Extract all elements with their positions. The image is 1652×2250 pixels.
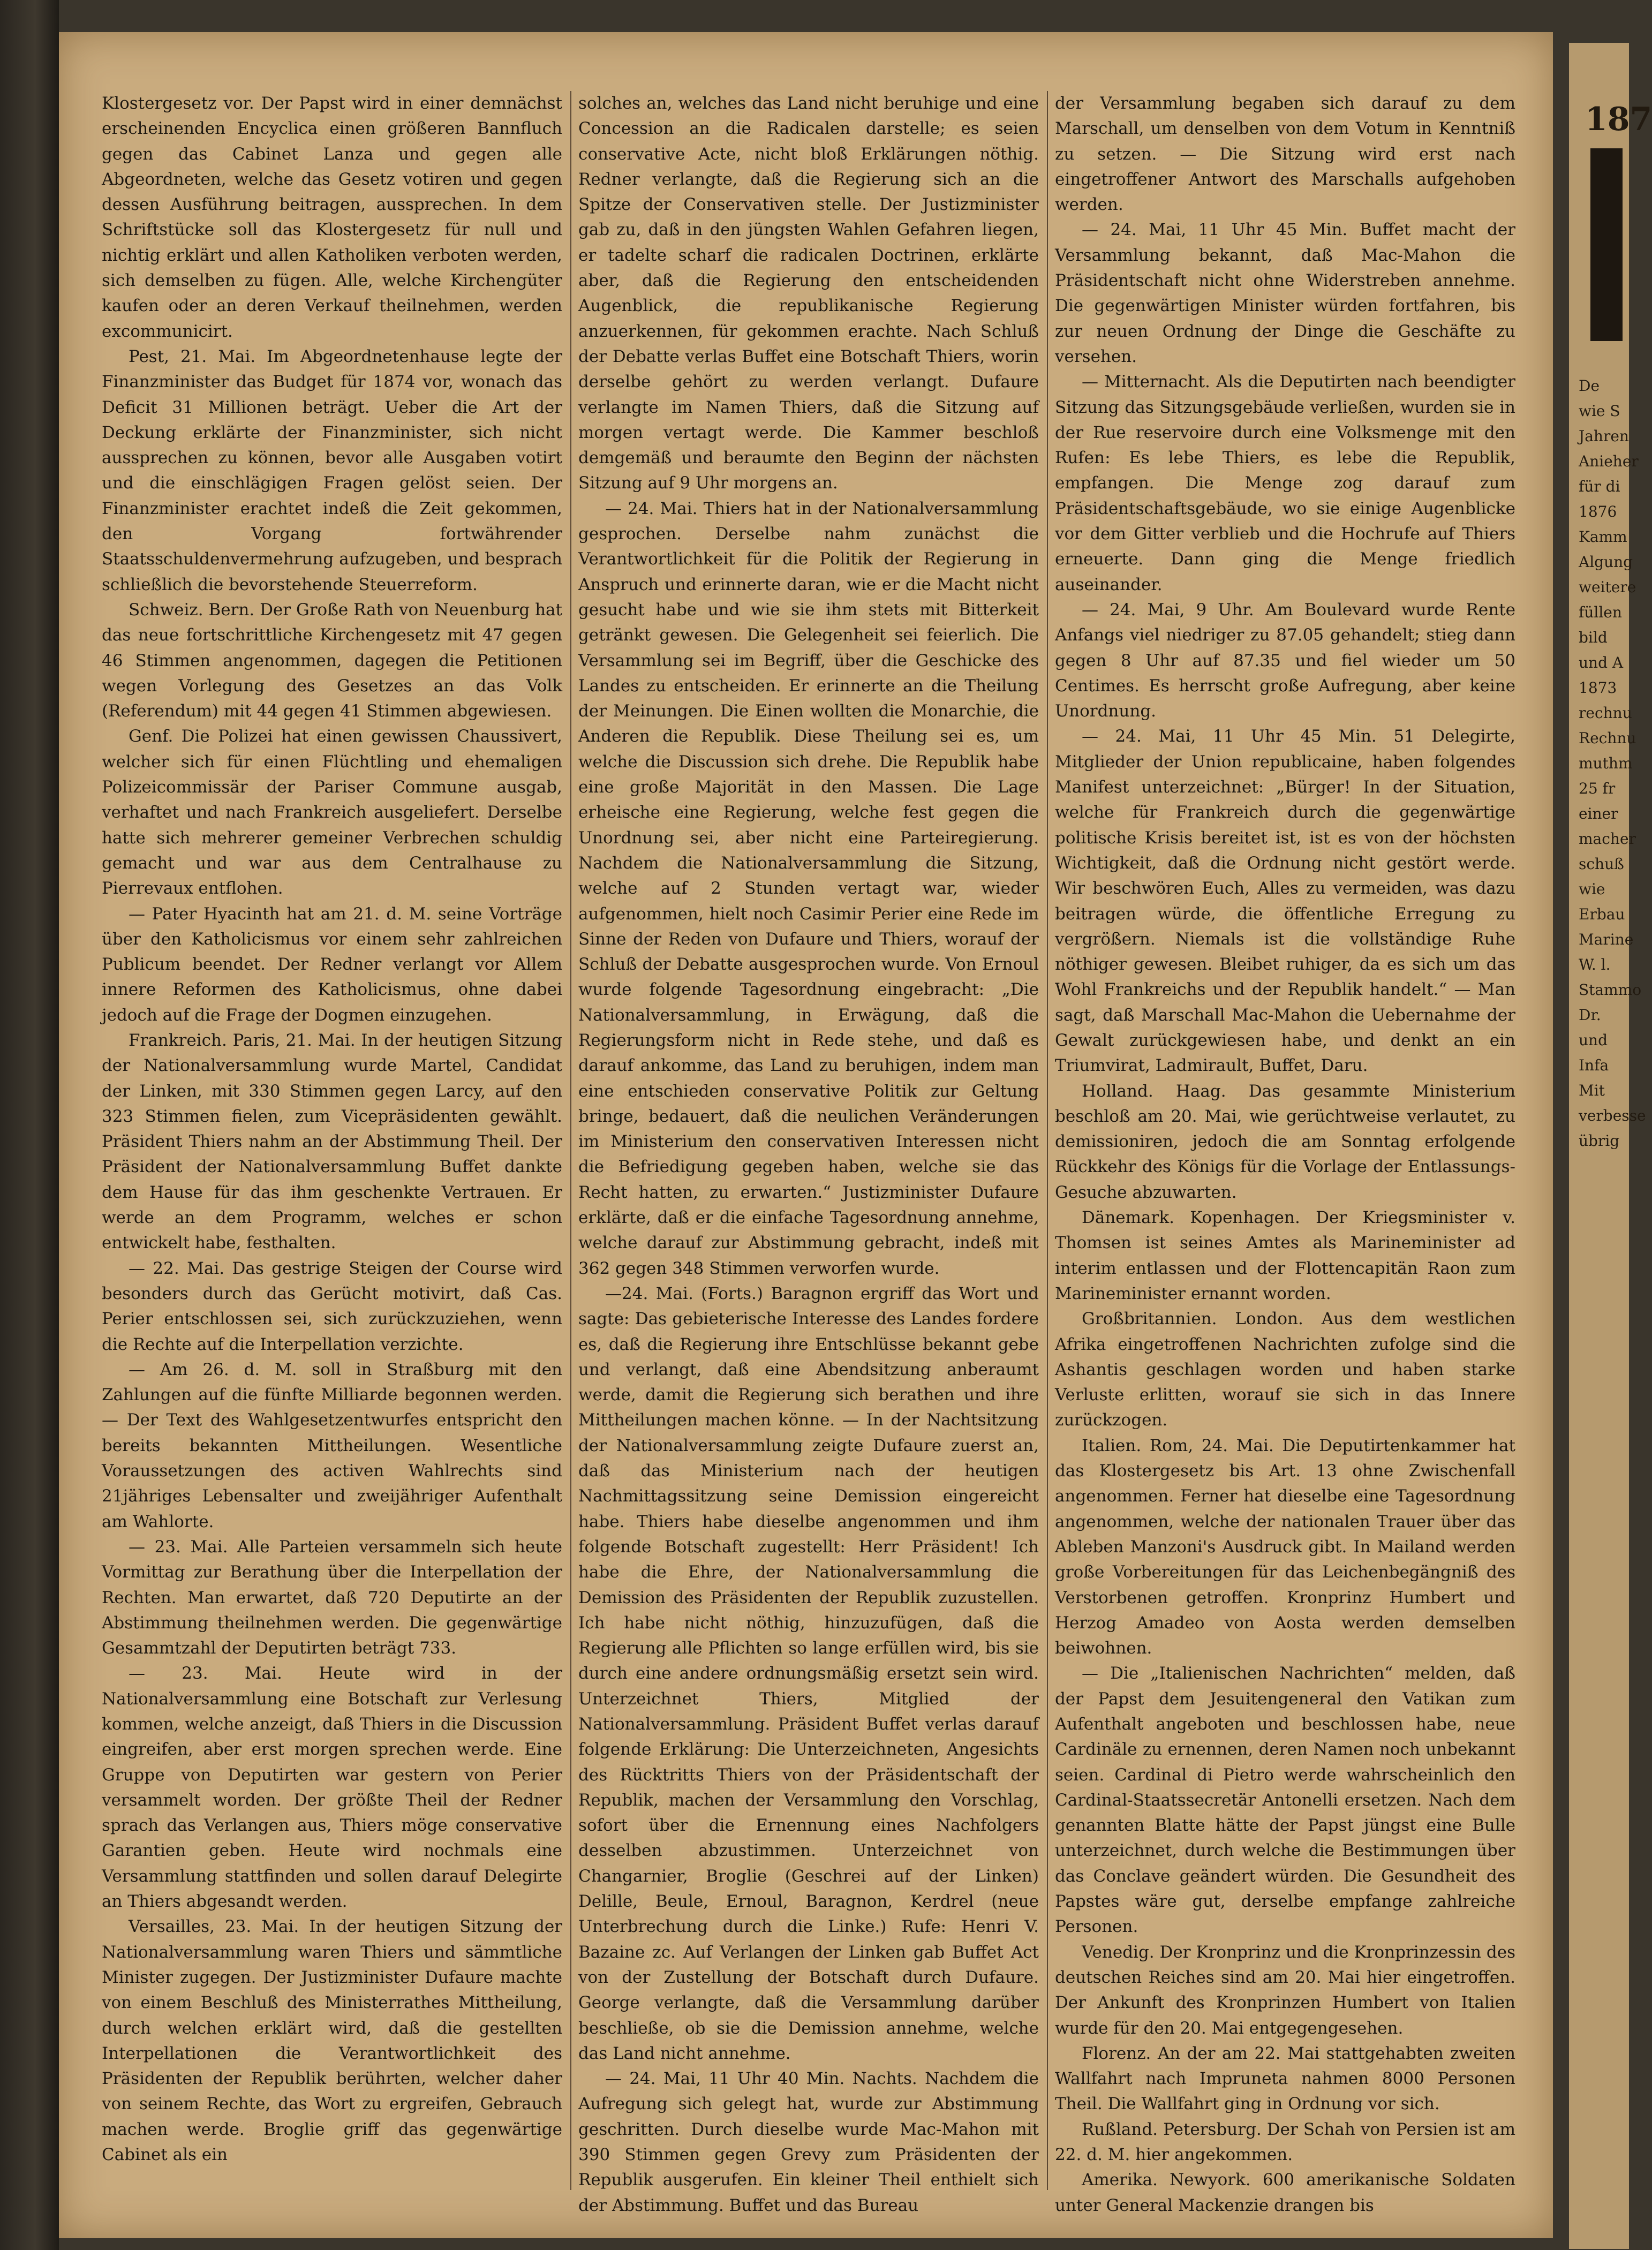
adjacent-text-fragment: Marine [1579,931,1634,948]
book-binding [0,0,59,2250]
article-paragraph: Amerika. Newyork. 600 amerikanische Soldaten unter General Mackenzie drangen bis [1055,2170,1515,2215]
article-paragraph: — Pater Hyacinth hat am 21. d. M. seine Vorträge über den Katholicismus vor einem sehr zahlreichen Publicum beendet. Der Redner verlangt vor Allem innere Reformen des Katholicismus, ohne dabei jedoch auf die Frage der Dogmen einzugehen. [102,904,562,1025]
adjacent-page-edge [1569,43,1652,2249]
column-separator-1 [570,91,571,2190]
article-paragraph: Versailles, 23. Mai. In der heutigen Sitzung der Nationalversammlung waren Thiers und sämmtliche Minister zugegen. Der Justizminister Dufaure machte von einem Beschluß des Ministerrathes Mittheilung, durch welchen erklärt wird, daß die gestellten Interpellationen die Verantwortlichkeit des Präsidenten der Republik berührten, welcher daher von seinem Rechte, das Wort zu ergreifen, Gebrauch machen werde. Broglie griff das gegenwärtige Cabinet als ein [102,1917,562,2165]
article-paragraph: — Mitternacht. Als die Deputirten nach beendigter Sitzung das Sitzungsgebäude verließen, wurden sie in der Rue reservoire durch eine Volksmenge mit den Rufen: Es lebe Thiers, es lebe die Republik, empfangen. Die Menge zog darauf zum Präsidentschaftsgebäude, wo sie einige Augenblicke vor dem Gitter verblieb und die Hochrufe auf Thiers erneuerte. Dann ging die Menge friedlich auseinander. [1055,372,1515,594]
page-number: 187 [1585,101,1652,138]
column-2 [578,91,1039,2215]
article-paragraph: Genf. Die Polizei hat einen gewissen Chaussivert, welcher sich für einen Flüchtling und ehemaligen Polizeicommissär der Pariser Commune ausgab, verhaftet und nach Frankreich ausgeliefert. Derselbe hatte sich mehrerer gemeiner Verbrechen schuldig gemacht und war aus dem Centralhause zu Pierrevaux entflohen. [102,727,562,899]
article-paragraph: — 23. Mai. Heute wird in der Nationalversammlung eine Botschaft zur Verlesung kommen, welche anzeigt, daß Thiers in die Discussion eingreifen, aber erst morgen sprechen werde. Eine Gruppe von Deputirten war gestern von Perier versammelt worden. Der größte Theil der Redner sprach das Verlangen aus, Thiers möge conservative Garantien geben. Heute wird nochmals eine Versammlung stattfinden und sollen darauf Delegirte an Thiers abgesandt werden. [102,1664,562,1912]
adjacent-text-fragment: weitere [1579,578,1636,596]
article-paragraph: Dänemark. Kopenhagen. Der Kriegsminister v. Thomsen ist seines Amtes als Marineminister ad interim entlassen und der Flottencapitän Raon zum Marineminister ernannt worden. [1055,1208,1515,1303]
article-paragraph: Klostergesetz vor. Der Papst wird in einer demnächst erscheinenden Encyclica einen größeren Bannfluch gegen das Cabinet Lanza und gegen alle Abgeordneten, welche das Gesetz votiren und gegen dessen Ausführung beitragen, aussprechen. In dem Schriftstücke soll das Klostergesetz für null und nichtig erklärt und allen Katholiken verboten werden, sich demselben zu fügen. Alle, welche Kirchengüter kaufen oder an deren Verkauf theilnehmen, werden excommunicirt. [102,94,562,341]
adjacent-text-fragment: macher [1579,830,1636,848]
adjacent-text-fragment: Rechnu [1579,729,1636,747]
adjacent-text-fragment: Jahren [1579,427,1629,445]
adjacent-text-fragment: Erbau [1579,905,1625,923]
article-paragraph: Frankreich. Paris, 21. Mai. In der heutigen Sitzung der Nationalversammlung wurde Martel, Candidat der Linken, mit 330 Stimmen gegen Larcy, auf den 323 Stimmen fielen, zum Vicepräsidenten gewählt. Präsident Thiers nahm an der Abstimmung Theil. Der Präsident der Nationalversammlung Buffet dankte dem Hause für das ihm geschenkte Vertrauen. Er werde an dem Programm, welches er schon entwickelt habe, festhalten. [102,1030,562,1253]
article-paragraph: —24. Mai. (Forts.) Baragnon ergriff das Wort und sagte: Das gebieterische Interesse des Landes fordere es, daß die Regierung ihre Entschlüsse bekannt gebe und verlangt, daß eine Abendsitzung anberaumt werde, damit die Regierung sich berathen und ihre Mittheilungen machen könne. — In der Nachtsitzung der Nationalversammlung zeigte Dufaure zuerst an, daß das Ministerium nach der heutigen Nachmittagssitzung seine Demission eingereicht habe. Thiers habe dieselbe angenommen und ihm folgende Botschaft zugestellt: Herr Präsident! Ich habe die Ehre, der Nationalversammlung die Demission des Präsidenten der Republik zuzustellen. Ich habe nicht nöthig, hinzuzufügen, daß die Regierung alle Pflichten so lange erfüllen wird, bis sie durch eine andere ordnungsmäßig ersetzt sein wird. Unterzeichnet Thiers, Mitglied der Nationalversammlung. Präsident Buffet verlas darauf folgende Erklärung: Die Unterzeichneten, Angesichts des Rücktritts Thiers von der Präsidentschaft der Republik, machen der Versammlung den Vorschlag, sofort über die Ernennung eines Nachfolgers desselben abzustimmen. Unterzeichnet von Changarnier, Broglie (Geschrei auf der Linken) Delille, Beule, Ernoul, Baragnon, Kerdrel (neue Unterbrechung durch die Linke.) Rufe: Henri V. Bazaine zc. Auf Verlangen der Linken gab Buffet Act von der Zustellung der Botschaft durch Dufaure. George verlangte, daß die Versammlung darüber beschließe, ob sie die Demission annehme, welche das Land nicht annehme. [578,1283,1039,2063]
adjacent-text-fragment: Mit [1579,1082,1605,1099]
adjacent-text-fragment: füllen [1579,603,1622,621]
article-paragraph: der Versammlung begaben sich darauf zu dem Marschall, um denselben von dem Votum in Kenntniß zu setzen. — Die Sitzung wird erst nach eingetroffener Antwort des Marschalls aufgehoben werden. [1055,94,1515,215]
article-paragraph: Rußland. Petersburg. Der Schah von Persien ist am 22. d. M. hier angekommen. [1055,2119,1515,2165]
article-paragraph: — 24. Mai, 11 Uhr 45 Min. Buffet macht der Versammlung bekannt, daß Mac-Mahon die Präsidentschaft nicht ohne Widerstreben annehme. Die gegenwärtigen Minister würden fortfahren, bis zur neuen Ordnung der Dinge die Geschäfte zu versehen. [1055,220,1515,366]
adjacent-text-fragment: W. l. [1579,956,1611,973]
article-paragraph: Venedig. Der Kronprinz und die Kronprinzessin des deutschen Reiches sind am 20. Mai hier eingetroffen. Der Ankunft des Kronprinzen Humbert von Italien wurde für den 20. Mai entgegengesehen. [1055,1942,1515,2038]
adjacent-text-fragment: 1873 [1579,679,1617,697]
adjacent-text-fragment: muthm [1579,754,1633,772]
article-paragraph: Holland. Haag. Das gesammte Ministerium beschloß am 20. Mai, wie gerüchtweise verlautet, zu demissioniren, jedoch die am Sonntag erfolgende Rückkehr des Königs für die Vorlage der Entlassungs-Gesuche abzuwarten. [1055,1081,1515,1202]
article-paragraph: Florenz. An der am 22. Mai stattgehabten zweiten Wallfahrt nach Impruneta nahmen 8000 Personen Theil. Die Wallfahrt ging in Ordnung vor sich. [1055,2043,1515,2114]
article-paragraph: — 24. Mai. Thiers hat in der Nationalversammlung gesprochen. Derselbe nahm zunächst die Verantwortlichkeit für die Politik der Regierung in Anspruch und erinnerte daran, wie er die Macht nicht gesucht habe und wie sie ihm stets mit Bitterkeit getränkt gewesen. Die Gelegenheit sei feierlich. Die Versammlung sei im Begriff, über die Geschicke des Landes zu entscheiden. Er erinnerte an die Theilung der Meinungen. Die Einen wollten die Monarchie, die Anderen die Republik. Diese Theilung sei es, um welche die Discussion sich drehe. Die Republik habe eine große Majorität in den Massen. Die Lage erheische eine Regierung, welche fest gegen die Unordnung sei, aber nicht eine Parteiregierung. Nachdem die Nationalversammlung die Sitzung, welche auf 2 Stunden vertagt war, wieder aufgenommen, hielt noch Casimir Perier eine Rede im Sinne der Reden von Dufaure und Thiers, worauf der Schluß der Debatte ausgesprochen wurde. Von Ernoul wurde folgende Tagesordnung eingebracht: „Die Nationalversammlung, in Erwägung, daß die Regierungsform nicht in Rede stehe, und daß es darauf ankomme, das Land zu beruhigen, indem man eine entschieden conservative Politik zur Geltung bringe, bedauert, daß die neulichen Veränderungen im Ministerium den conservativen Interessen nicht die Befriedigung gegeben haben, welche sie das Recht hatten, zu erwarten.“ Justizminister Dufaure erklärte, daß er die einfache Tagesordnung annehme, welche darauf zur Abstimmung gebracht, indeß mit 362 gegen 348 Stimmen verworfen wurde. [578,499,1039,1278]
article-paragraph: — 24. Mai, 11 Uhr 45 Min. 51 Delegirte, Mitglieder der Union republicaine, haben folgendes Manifest unterzeichnet: „Bürger! In der Situation, welche für Frankreich durch die gegenwärtige politische Krisis bereitet ist, ist es von der höchsten Wichtigkeit, daß die Ordnung nicht gestört werde. Wir beschwören Euch, Alles zu vermeiden, was dazu beitragen würde, die öffentliche Erregung zu vergrößern. Niemals ist die vollständige Ruhe nöthiger gewesen. Bleibet ruhiger, da es sich um das Wohl Frankreichs und der Republik handelt.“ — Man sagt, daß Marschall Mac-Mahon die Uebernahme der Gewalt zurückgewiesen habe, und denkt an ein Triumvirat, Ladmirault, Buffet, Daru. [1055,727,1515,1076]
column-1 [102,91,562,2190]
adjacent-text-fragment: 1876 [1579,503,1617,520]
article-paragraph: Italien. Rom, 24. Mai. Die Deputirtenkammer hat das Klostergesetz bis Art. 13 ohne Zwischenfall angenommen. Ferner hat dieselbe eine Tagesordnung angenommen, welche der nationalen Trauer über das Ableben Manzoni's Ausdruck gibt. In Mailand werden große Vorbereitungen für das Leichenbegängniß des Verstorbenen getroffen. Kronprinz Humbert und Herzog Amadeo von Aosta werden demselben beiwohnen. [1055,1436,1515,1658]
adjacent-text-fragment: Infa [1579,1056,1609,1074]
adjacent-text-fragment: einer [1579,805,1618,822]
article-paragraph: Schweiz. Bern. Der Große Rath von Neuenburg hat das neue fortschrittliche Kirchengesetz mit 47 gegen 46 Stimmen angenommen, dagegen die Petitionen wegen Vorlegung des Gesetzes an das Volk (Referendum) mit 44 gegen 41 Stimmen abgewiesen. [102,600,562,721]
article-paragraph: — Am 26. d. M. soll in Straßburg mit den Zahlungen auf die fünfte Milliarde begonnen werden. — Der Text des Wahlgesetzentwurfes entspricht den bereits bekannten Mittheilungen. Wesentliche Voraussetzungen des activen Wahlrechts sind 21jähriges Lebensalter und zweijähriger Aufenthalt am Wahlorte. [102,1360,562,1531]
column-separator-2 [1047,91,1048,2190]
adjacent-text-fragment: wie S [1579,402,1620,420]
article-paragraph: — 24. Mai, 9 Uhr. Am Boulevard wurde Rente Anfangs viel niedriger zu 87.05 gehandelt; stieg dann gegen 8 Uhr auf 87.35 und fiel wieder um 50 Centimes. Es herrscht große Aufregung, aber keine Unordnung. [1055,600,1515,721]
adjacent-text-fragment: schuß [1579,855,1624,873]
adjacent-text-fragment: Dr. [1579,1006,1601,1024]
adjacent-text-fragment: für di [1579,478,1620,495]
article-paragraph: Pest, 21. Mai. Im Abgeordnetenhause legte der Finanzminister das Budget für 1874 vor, wonach das Deficit 31 Millionen beträgt. Ueber die Art der Deckung erklärte der Finanzminister, sich nicht aussprechen zu können, bevor alle Ausgaben votirt und die einschlägigen Fragen gelöst seien. Der Finanzminister erachtet indeß die Zeit gekommen, den Vorgang fortwährender Staatsschuldenvermehrung aufzugeben, und besprach schließlich die bevorstehende Steuerreform. [102,346,562,594]
adjacent-text-fragment: wie [1579,880,1605,898]
heading-block-fragment [1590,148,1623,341]
article-paragraph: — 22. Mai. Das gestrige Steigen der Course wird besonders durch das Gerücht motivirt, daß Cas. Perier entschlossen sei, sich zurückzuziehen, wenn die Rechte auf die Interpellation verzichte. [102,1258,562,1354]
article-paragraph: Großbritannien. London. Aus dem westlichen Afrika eingetroffenen Nachrichten zufolge sind die Ashantis geschlagen worden und haben starke Verluste erlitten, worauf sie sich in das Innere zurückzogen. [1055,1309,1515,1430]
adjacent-page-text [1569,373,1646,1153]
adjacent-text-fragment: und [1579,1031,1608,1049]
adjacent-text-fragment: rechnu [1579,704,1632,722]
article-paragraph: solches an, welches das Land nicht beruhige und eine Concession an die Radicalen darstelle; es seien conservative Acte, nicht bloß Erklärungen nöthig. Redner verlangte, daß die Regierung sich an die Spitze der Conservativen stelle. Der Justizminister gab zu, daß in den jüngsten Wahlen Gefahren liegen, er tadelte scharf die radicalen Doctrinen, erklärte aber, daß die Regierung den entscheidenden Augenblick, die republikanische Regierung anzuerkennen, für gekommen erachte. Nach Schluß der Debatte verlas Buffet eine Botschaft Thiers, worin derselbe gehört zu werden verlangt. Dufaure verlangte im Namen Thiers, daß die Sitzung auf morgen vertagt werde. Die Kammer beschloß demgemäß und beraumte den Beginn der nächsten Sitzung auf 9 Uhr morgens an. [578,94,1039,493]
adjacent-text-fragment: Stammo [1579,981,1642,999]
adjacent-text-fragment: und A [1579,654,1624,671]
adjacent-text-fragment: De [1579,377,1600,395]
newspaper-page [59,32,1553,2238]
adjacent-text-fragment: 25 fr [1579,780,1616,797]
adjacent-text-fragment: verbesse [1579,1107,1646,1124]
article-paragraph: — 24. Mai, 11 Uhr 40 Min. Nachts. Nachdem die Aufregung sich gelegt hat, wurde zur Abstimmung geschritten. Durch dieselbe wurde Mac-Mahon mit 390 Stimmen gegen Grevy zum Präsidenten der Republik ausgerufen. Ein kleiner Theil enthielt sich der Abstimmung. Buffet und das Bureau [578,2069,1039,2215]
adjacent-text-fragment: Algung [1579,553,1633,571]
column-3 [1055,91,1515,2215]
adjacent-text-fragment: Kamm [1579,528,1627,546]
article-paragraph: — Die „Italienischen Nachrichten“ melden, daß der Papst dem Jesuitengeneral den Vatikan zum Aufenthalt angeboten und beschlossen habe, neue Cardinäle zu ernennen, deren Namen noch unbekannt seien. Cardinal di Pietro werde wahrscheinlich den Cardinal-Staatssecretär Antonelli ersetzen. Nach dem genannten Blatte hätte der Papst jüngst eine Bulle unterzeichnet, durch welche die Bestimmungen über das Conclave geändert würden. Die Gesundheit des Papstes wäre gut, derselbe empfange zahlreiche Personen. [1055,1664,1515,1937]
adjacent-text-fragment: übrig [1579,1132,1620,1150]
adjacent-text-fragment: bild [1579,629,1608,646]
adjacent-text-fragment: Anieher [1579,452,1639,470]
page-gutter [1553,32,1569,2238]
article-paragraph: — 23. Mai. Alle Parteien versammeln sich heute Vormittag zur Berathung über die Interpellation der Rechten. Man erwartet, daß 720 Deputirte an der Abstimmung theilnehmen werden. Die gegenwärtige Gesammtzahl der Deputirten beträgt 733. [102,1537,562,1658]
